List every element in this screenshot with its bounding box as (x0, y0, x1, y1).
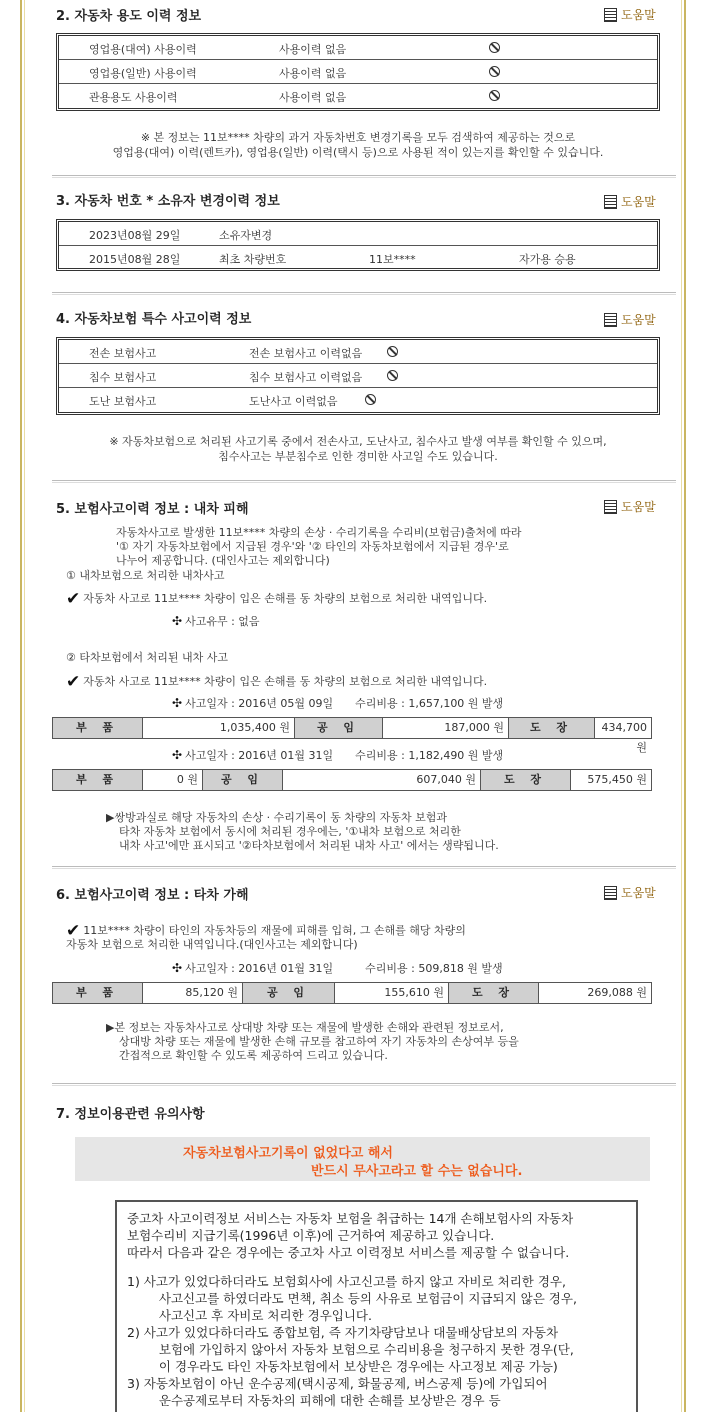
section-note: ※ 자동차보험으로 처리된 사고기록 중에서 전손사고, 도난사고, 침수사고 발생 여부를 확인할 수 있으며, 침수사고는 부분침수로 인한 경미한 사고일 수도 있습니다. (109, 435, 607, 463)
paint-value: 269,088 원 (587, 986, 647, 999)
cross-arrows-icon: ✣ (172, 614, 183, 628)
pointer-icon: ▶ (106, 1021, 115, 1034)
cross-arrows-icon: ✣ (172, 696, 183, 710)
pointer-icon: ▶ (106, 811, 115, 824)
row-value: 사용이력 없음 (279, 67, 347, 80)
row-label: 영업용(대여) 사용이력 (89, 43, 197, 56)
paint-value: 434,700 원 (601, 721, 647, 754)
repair-cost-table (52, 717, 652, 754)
own-insurance-result: ✣ 사고유무 : 없음 (172, 614, 260, 628)
divider (52, 175, 676, 178)
divider (52, 866, 676, 869)
help-button[interactable]: 도움말 (604, 6, 707, 23)
table-row (59, 60, 657, 84)
none-icon (387, 346, 398, 357)
labor-header: 공 임 (295, 718, 383, 738)
usage-table (56, 33, 660, 111)
table-row (59, 222, 657, 246)
none-icon (489, 90, 500, 101)
checkmark-icon: ✔ (66, 921, 81, 941)
section-title: 4. 자동차보험 특수 사고이력 정보 (56, 312, 252, 327)
document-icon (604, 8, 617, 22)
row-label: 전손 보험사고 (89, 347, 157, 360)
row-label: 영업용(일반) 사용이력 (89, 67, 197, 80)
row-value: 사용이력 없음 (279, 43, 347, 56)
table-row (59, 36, 657, 60)
help-button[interactable]: 도움말 (604, 884, 707, 901)
section-desc: ✔ 11보**** 차량이 타인의 자동차등의 재물에 피해를 입혀, 그 손해를 해당 차량의 자동차 보험으로 처리한 내역입니다.(대인사고는 제외합니다) (66, 921, 466, 951)
own-insurance-desc: ✔ 자동차 사고로 11보**** 차량이 입은 손해를 동 차량의 보험으로 처리한 내역입니다. (66, 589, 488, 609)
none-icon (365, 394, 376, 405)
notice-box: 중고차 사고이력정보 서비스는 자동차 보험을 취급하는 14개 손해보험사의 자동차 보험수리비 지급기록(1996년 이후)에 근거하여 제공하고 있습니다. 따라서 다음과 같은 경우에는 중고차 사고 이력정보 서비스를 제공할 수 없습니다. 1) 사고가 있었다하더라도 보험회사에 사고신고를 하지 않고 자비로 처리한 경우, 사고신고를 하였더라도 면책, 취소 등의 사유로 보험금이 지급되지 않은 경우, 사고신고 후 자비로 처리한 경우입니다. 2) 사고가 있었다하더라도 종합보험, 즉 자기차량담보나 대물배상담보의 자동차 보험에 가입하지 않아서 자동차 보험으로 수리비용을 청구하지 못한 경우(단, 이 경우라도 타인 자동차보험에서 보상받은 경우에는 사고정보 제공 가능) 3) 자동차보험이 아닌 운수공제(택시공제, 화물공제, 버스공제 등)에 가입되어 운수공제로부터 자동차의 피해에 대한 손해를 보상받은 경우 등 (115, 1200, 638, 1412)
paint-header: 도 장 (509, 718, 595, 738)
document-icon (604, 195, 617, 209)
subsection-title: ① 내차보험으로 처리한 내차사고 (66, 569, 225, 582)
special-accident-table (56, 337, 660, 415)
row-value: 전손 보험사고 이력없음 (249, 347, 363, 360)
divider (52, 480, 676, 483)
section-note: ※ 본 정보는 11보**** 차량의 과거 자동차번호 변경기록을 모두 검색하여 제공하는 것으로 영업용(대여) 이력(렌트카), 영업용(일반) 이력(택시 등)으로 사용된 적이 있는지를 확인할 수 있습니다. (112, 131, 604, 159)
parts-header: 부 품 (53, 718, 143, 738)
section-intro: 자동차사고로 발생한 11보**** 차량의 손상 · 수리기록을 수리비(보험금)출처에 따라 '① 자기 자동차보험에서 지급된 경우'와 '② 타인의 자동차보험에서 지급된 경우'로 나누어 제공합니다. (대인사고는 제외합니다) (116, 526, 522, 567)
row-value: 사용이력 없음 (279, 91, 347, 104)
section-footnote: ▶본 정보는 자동차사고로 상대방 차량 또는 재물에 발생한 손해와 관련된 정보로서, 상대방 차량 또는 재물에 발생한 손해 규모를 참고하여 자기 자동차의 손상여부 등을 간접적으로 확인할 수 있도록 제공하여 드리고 있습니다. (106, 1021, 519, 1062)
none-icon (489, 66, 500, 77)
document-icon (604, 500, 617, 514)
document-icon (604, 313, 617, 327)
help-button[interactable]: 도움말 (604, 311, 707, 328)
table-row (59, 388, 657, 412)
repair-cost-table (52, 769, 652, 791)
paint-header: 도 장 (481, 770, 571, 790)
row-use: 자가용 승용 (519, 253, 576, 266)
row-value: 도난사고 이력없음 (249, 395, 338, 408)
section-footnote: ▶쌍방과실로 해당 자동차의 손상 · 수리기록이 동 차량의 자동차 보험과 타차 자동차 보험에서 동시에 처리된 경우에는, '①내차 보험으로 처리한 내차 사고'에만 표시되고 '②타차보험에서 처리된 내차 사고' 에서는 생략됩니다. (106, 811, 499, 852)
row-label: 도난 보험사고 (89, 395, 157, 408)
row-label: 침수 보험사고 (89, 371, 157, 384)
section-title: 7. 정보이용관련 유의사항 (56, 1107, 205, 1122)
row-date: 2023년08월 29일 (89, 229, 181, 242)
accident-info: ✣ 사고일자 : 2016년 05월 09일 수리비용 : 1,657,100 원 발생 (172, 696, 504, 710)
row-event: 소유자변경 (219, 229, 273, 242)
row-value: 침수 보험사고 이력없음 (249, 371, 363, 384)
paint-value: 575,450 원 (587, 773, 647, 786)
none-icon (387, 370, 398, 381)
labor-header: 공 임 (203, 770, 283, 790)
parts-value: 85,120 원 (143, 983, 243, 1003)
row-event: 최초 차량번호 (219, 253, 287, 266)
parts-header: 부 품 (53, 770, 143, 790)
labor-header: 공 임 (243, 983, 335, 1003)
document-icon (604, 886, 617, 900)
table-row (59, 364, 657, 388)
labor-value: 607,040 원 (283, 770, 481, 790)
none-icon (489, 42, 500, 53)
checkmark-icon: ✔ (66, 672, 81, 692)
row-date: 2015년08월 28일 (89, 253, 181, 266)
divider (52, 292, 676, 295)
labor-value: 155,610 원 (335, 983, 449, 1003)
parts-header: 부 품 (53, 983, 143, 1003)
owner-table (56, 219, 660, 271)
table-row (59, 246, 657, 270)
checkmark-icon: ✔ (66, 589, 81, 609)
paint-header: 도 장 (449, 983, 539, 1003)
warning-banner: 자동차보험사고기록이 없었다고 해서 반드시 무사고라고 할 수는 없습니다. (75, 1137, 650, 1181)
repair-cost-table (52, 982, 652, 1004)
parts-value: 0 원 (143, 770, 203, 790)
parts-value: 1,035,400 원 (143, 718, 295, 738)
help-button[interactable]: 도움말 (604, 498, 707, 515)
accident-info: ✣ 사고일자 : 2016년 01월 31일 수리비용 : 509,818 원 발생 (172, 961, 503, 975)
row-plate: 11보**** (369, 253, 416, 266)
help-button[interactable]: 도움말 (604, 193, 707, 210)
accident-info: ✣ 사고일자 : 2016년 01월 31일 수리비용 : 1,182,490 원 발생 (172, 748, 504, 762)
subsection-title: ② 타차보험에서 처리된 내차 사고 (66, 651, 228, 664)
section-title: 2. 자동차 용도 이력 정보 (56, 9, 202, 24)
labor-value: 187,000 원 (383, 718, 509, 738)
section-title: 6. 보험사고이력 정보 : 타차 가해 (56, 888, 249, 903)
table-row (59, 84, 657, 108)
row-label: 관용용도 사용이력 (89, 91, 178, 104)
section-title: 5. 보험사고이력 정보 : 내차 피해 (56, 502, 249, 517)
other-insurance-desc: ✔ 자동차 사고로 11보**** 차량이 입은 손해를 동 차량의 보험으로 처리한 내역입니다. (66, 672, 488, 692)
table-row (59, 340, 657, 364)
cross-arrows-icon: ✣ (172, 961, 183, 975)
section-title: 3. 자동차 번호 * 소유자 변경이력 정보 (56, 194, 280, 209)
divider (52, 1083, 676, 1086)
cross-arrows-icon: ✣ (172, 748, 183, 762)
